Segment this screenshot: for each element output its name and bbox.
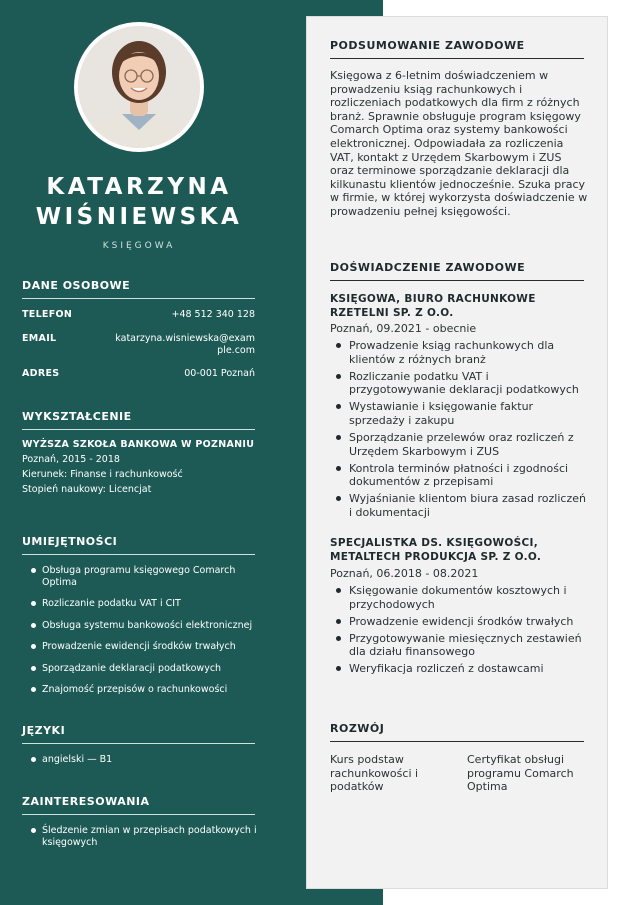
profile-photo (78, 26, 200, 148)
education-block (22, 437, 255, 497)
first-name: KATARZYNA (46, 174, 232, 200)
address-value: 00-001 Poznań (184, 368, 255, 379)
email-value[interactable]: katarzyna.wisniewska@example.com (115, 333, 255, 356)
list-item: Śledzenie zmian w przepisach podatkowych i księgowych (22, 825, 262, 848)
school-degree: Stopień naukowy: Licencjat (22, 484, 152, 495)
list-item: Wystawianie i księgowanie faktur sprzedaży i zakupu (330, 400, 586, 427)
full-name (0, 172, 278, 232)
school-name: WYŻSZA SZKOŁA BANKOWA W POZNANIU (22, 439, 255, 450)
profile-photo-illustration (78, 26, 200, 148)
phone-value: +48 512 340 128 (171, 309, 255, 320)
list-item: Przygotowywanie miesięcznych zestawień dla działu finansowego (330, 632, 586, 659)
phone-label: TELEFON (22, 309, 73, 320)
interests-heading: ZAINTERESOWANIA (22, 795, 255, 815)
list-item: Prowadzenie ewidencji środków trwałych (330, 615, 586, 629)
list-item: Prowadzenie ewidencji środków trwałych (22, 641, 262, 653)
list-item: Weryfikacja rozliczeń z dostawcami (330, 662, 586, 676)
development-item-certificate: Certyfikat obsługi programu Comarch Optima (467, 753, 574, 794)
job-1-title: KSIĘGOWA, BIURO RACHUNKOWE RZETELNI SP. Z O.O. (330, 293, 536, 319)
interests-list (22, 825, 262, 848)
job-title: KSIĘGOWA (102, 241, 176, 251)
job-1-dates: Poznań, 09.2021 - obecnie (330, 322, 477, 335)
email-label: EMAIL (22, 333, 57, 344)
languages-heading: JĘZYKI (22, 724, 255, 744)
list-item: Rozliczanie podatku VAT i przygotowywanie deklaracji podatkowych (330, 370, 586, 397)
job-2-dates: Poznań, 06.2018 - 08.2021 (330, 567, 479, 580)
skills-list (22, 565, 262, 696)
job-2-duties (330, 584, 586, 680)
last-name: WIŚNIEWSKA (35, 204, 243, 230)
development-heading: ROZWÓJ (330, 722, 584, 742)
list-item: Księgowanie dokumentów kosztowych i przychodowych (330, 584, 586, 611)
list-item: Prowadzenie ksiąg rachunkowych dla klientów z różnych branż (330, 339, 586, 366)
list-item: Kontrola terminów płatności i zgodności dokumentów z przepisami (330, 462, 586, 489)
job-1-duties (330, 339, 586, 523)
languages-list (22, 754, 262, 766)
job-2-title: SPECJALISTKA DS. KSIĘGOWOŚCI, METALTECH PRODUKCJA SP. Z O.O. (330, 537, 542, 563)
personal-heading: DANE OSOBOWE (22, 279, 255, 299)
skills-heading: UMIEJĘTNOŚCI (22, 535, 255, 555)
email-row (22, 333, 255, 357)
list-item: Wyjaśnianie klientom biura zasad rozliczeń i dokumentacji (330, 492, 586, 519)
list-item: Rozliczanie podatku VAT i CIT (22, 598, 262, 610)
summary-heading: PODSUMOWANIE ZAWODOWE (330, 39, 584, 59)
education-heading: WYKSZTAŁCENIE (22, 410, 255, 430)
summary-text: Księgowa z 6-letnim doświadczeniem w prowadzeniu ksiąg rachunkowych i rozliczeniach podatkowych dla firm z różnych branż. Sprawnie obsługuje program księgowy Comarch Optima oraz systemy bankowości elektronicznej. Odpowiadała za rozliczenia VAT, kontakt z Urzędem Skarbowym i ZUS oraz terminowe sporządzanie deklaracji dla kilkunastu klientów jednocześnie. Szuka pracy w firmie, w której wykorzysta doświadczenie w prowadzeniu pełnej księgowości. (330, 69, 588, 218)
list-item: Sporządzanie przelewów oraz rozliczeń z Urzędem Skarbowym i ZUS (330, 431, 586, 458)
list-item: Sporządzanie deklaracji podatkowych (22, 663, 262, 675)
profile-photo-frame (74, 22, 204, 152)
development-item-course: Kurs podstaw rachunkowości i podatków (330, 753, 419, 794)
address-label: ADRES (22, 368, 60, 379)
school-place-dates: Poznań, 2015 - 2018 (22, 454, 120, 465)
phone-row (22, 309, 255, 321)
list-item: angielski — B1 (22, 754, 262, 766)
list-item: Znajomość przepisów o rachunkowości (22, 684, 262, 696)
school-field: Kierunek: Finanse i rachunkowość (22, 469, 183, 480)
address-row (22, 368, 255, 380)
experience-heading: DOŚWIADCZENIE ZAWODOWE (330, 261, 584, 281)
list-item: Obsługa programu księgowego Comarch Optima (22, 565, 262, 588)
list-item: Obsługa systemu bankowości elektronicznej (22, 620, 262, 632)
